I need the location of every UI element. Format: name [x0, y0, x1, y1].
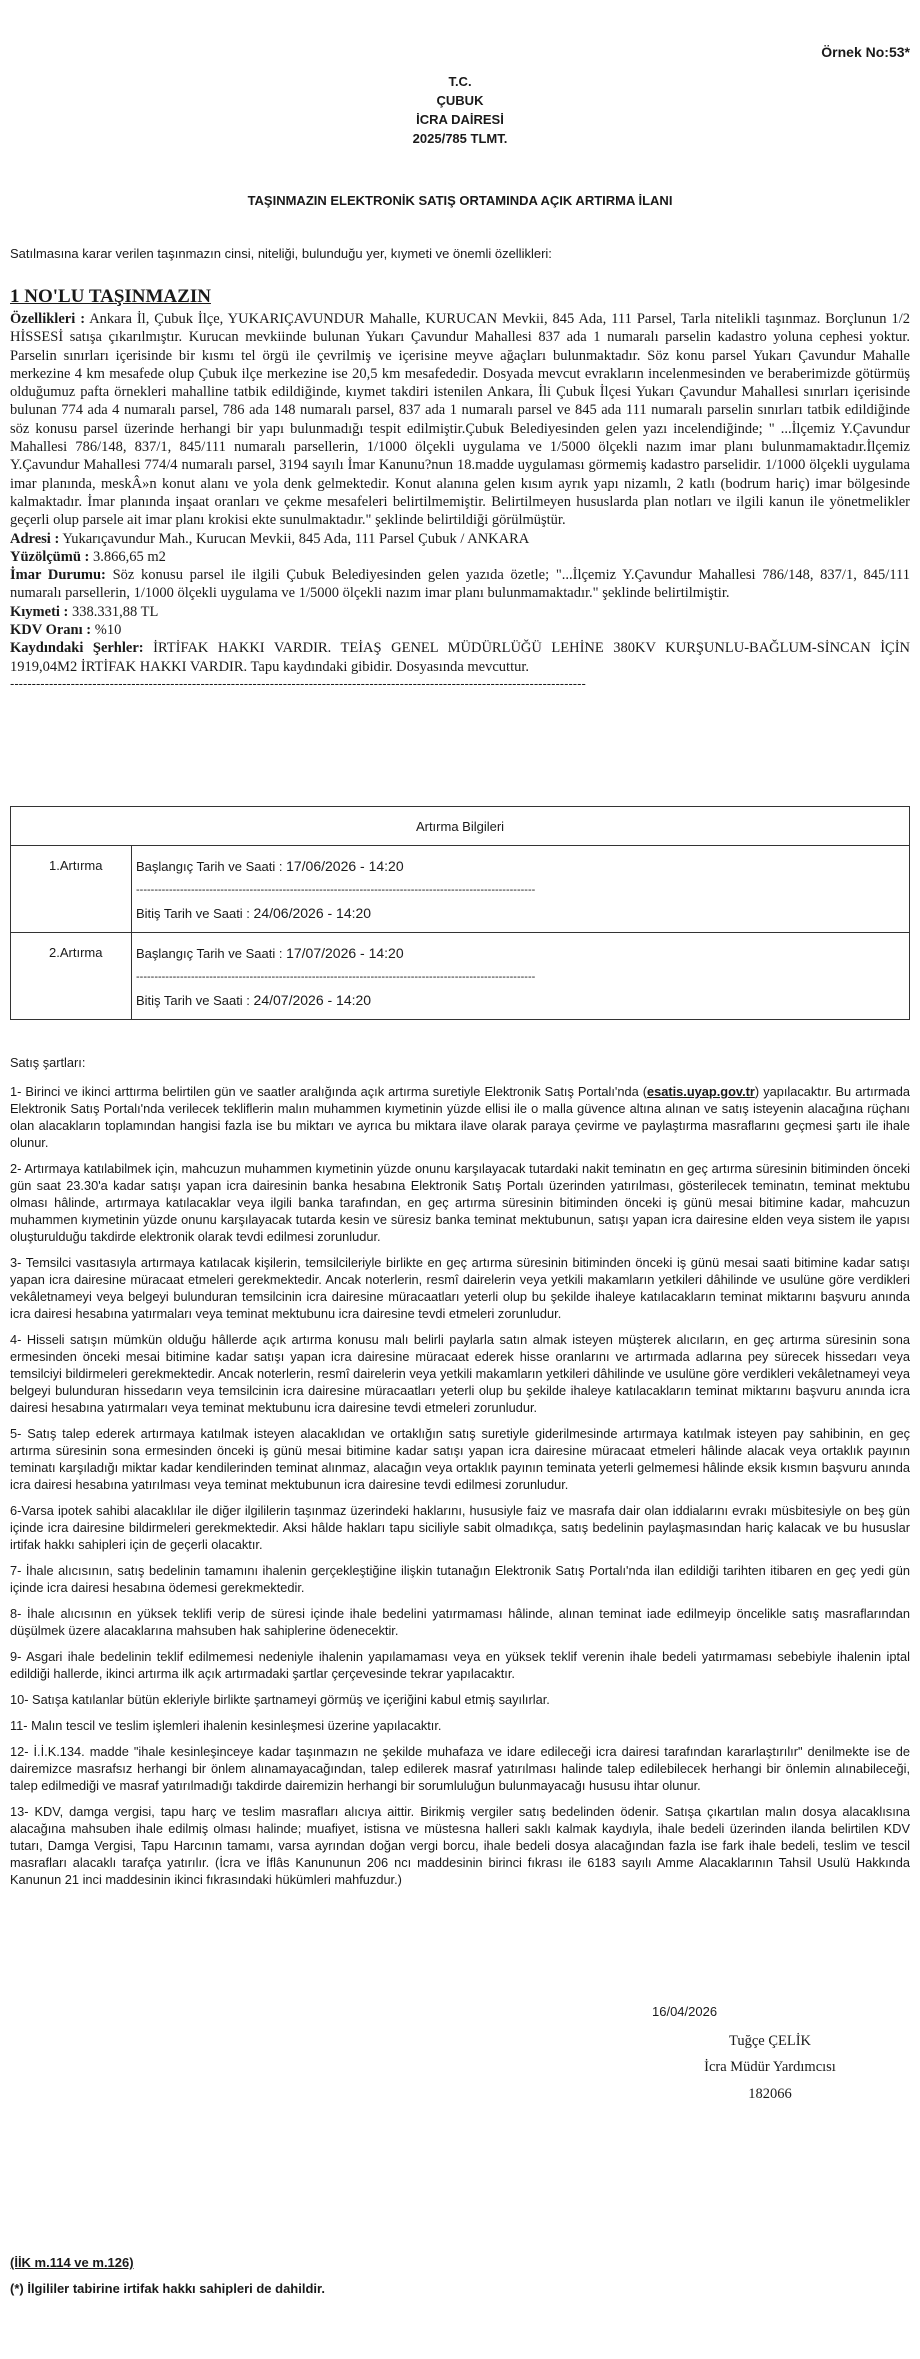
- header-line-office: İCRA DAİRESİ: [416, 112, 504, 127]
- end-datetime: 24/06/2026 - 14:20: [253, 905, 372, 921]
- condition-item: 9- Asgari ihale bedelinin teklif edilmemesi nedeniyle ihalenin yapılamaması veya en yüksek teklif verenin ihale bedeli yatırmaması sebebiyle ihalenin iptal edildiği hallerde, ikinci artırma ilk açık artırmadaki şartlar çerçevesinde tekrar yapılacaktır.: [10, 1649, 910, 1681]
- condition-item: 4- Hisseli satışın mümkün olduğu hâllerde açık artırma konusu malı belirli paylarla satın almak isteyen müşterek alıcıların, en geç artırma süresinin sona ermesinden önceki mesai bitimine kadar satışı yapan icra dairesine müracaat ederek hisse oranlarını ve artırmada adlarına pey sürecek hissedarı veya temsilciyi bildirmeleri gerekmektedir. Ancak noterlerin, resmî dairelerin veya yetkili makamların yetkileri dâhilinde ve usulüne göre verdikleri vekâletnameyi veya belgeyi bulunduran hissedarın veya temsilcinin icra dairesine müracaatları yeterli olup bu şekilde ihaleye katılacakların teminat miktarını başvuru anında icra dairesi hesabına yatırmaları veya teminat mektubunu icra dairesine tevdi etmeleri zorunludur.: [10, 1332, 910, 1415]
- property-section: [10, 286, 910, 692]
- condition-item: 1- Birinci ve ikinci arttırma belirtilen gün ve saatler aralığında açık artırma suretiyle Elektronik Satış Portalı'nda (esatis.uyap.gov.tr) yapılacaktır. Bu artırmada Elektronik Satış Portalı'nda verilecek tekliflerin malın muhammen kıymetinin yüzde ellisi ile o malla güvence altına alınan ve satış isteyenin alacağına rüçhanı olan alacakların toplamından hangisi fazla ise bu miktarı ve ayrıca bu miktara ilave olarak paraya çevirme ve paylaştırma masraflarını geçmesi şartı ile ihale olunur.: [10, 1084, 910, 1150]
- header-line-country: T.C.: [448, 74, 472, 89]
- end-datetime: 24/07/2026 - 14:20: [253, 992, 372, 1008]
- condition-item: 3- Temsilci vasıtasıyla artırmaya katılacak kişilerin, temsilcileriyle birlikte en geç artırma süresinin bitiminden önceki iş günü mesai saati bitimine kadar satışı yapan icra dairesine müracaat etmeleri gerekmektedir. Ancak noterlerin, resmî dairelerin veya yetkili makamların yetkileri dâhilinde ve usulüne göre verdikleri vekâletnameyi veya belgeyi bulunduran temsilcinin icra dairesine müracaatları yeterli olup bu şekilde ihaleye katılacakların teminat miktarını başvuru anında icra dairesi hesabına yatırmaları veya teminat mektubunu icra dairesine tevdi etmeleri zorunludur.: [10, 1255, 910, 1321]
- address-value: Yukarıçavundur Mah., Kurucan Mevkii, 845 Ada, 111 Parsel Çubuk / ANKARA: [62, 530, 530, 547]
- legal-reference: (İİK m.114 ve m.126): [10, 2255, 134, 2270]
- property-separator: -------------------------------------------------------------------------------------------------------------------------------------: [10, 675, 586, 691]
- kdv-value: %10: [94, 622, 122, 639]
- condition-item: 13- KDV, damga vergisi, tapu harç ve teslim masrafları alıcıya aittir. Birikmiş vergiler satış bedelinden ödenir. Satışa çıkartılan malın dosya alacaklısına alacağına mahsuben ihale edilmiş olması halinde; muafiyet, istisna ve müstesna halleri saklı kalmak kaydıyla, ihale bedeli üzerinden ilanda belirtilen KDV tutarı, Damga Vergisi, Tapu Harcının tamamı, varsa ayrından doğan vergi borcu, ihale bedeli dosya alacağından fazla ise fark ihale bedeli, teslim ve tescil masrafları alacaklı tarafça yatırılır. (İcra ve İflâs Kanununun 206 ncı maddesinin birinci fıkrası ile 6183 sayılı Amme Alacaklarının Tahsil Usulü Hakkında Kanunun 21 inci maddesinin ikinci fıkrasındaki hükümleri mahfuzdur.): [10, 1804, 910, 1887]
- footnote: (*) İlgililer tabirine irtifak hakkı sahipleri de dahildir.: [10, 2281, 325, 2296]
- condition-item: 7- İhale alıcısının, satış bedelinin tamamını ihalenin gerçekleştiğine ilişkin tutanağın Elektronik Satış Portalı'nda ilan edildiği tarihten itibaren en geç yedi gün içinde icra dairesi hesabına ödemesi gerekmektedir.: [10, 1563, 910, 1595]
- property-value: [10, 603, 910, 621]
- sale-conditions: [10, 1054, 910, 1897]
- start-label: Başlangıç Tarih ve Saati :: [136, 859, 283, 874]
- condition-item: 12- İ.İ.K.134. madde "ihale kesinleşinceye kadar taşınmazın ne şekilde muhafaza ve idare edileceği icra dairesi tarafından kararlaştırılır" denilmekte ise de dairemizce masrafsız herhangi bir önlem alınamayacağından, talep edilerek masraf yatırılması halinde talep edilebilecek herhangi bir önlemin alınabileceği, talep edilmediği ve masraf yatırılmadığı takdirde dairemizin herhangi bir sorumluluğun bulunmayacağı hususu ihtar olunur.: [10, 1744, 910, 1793]
- auction-row: [11, 933, 910, 1020]
- value-amount: 338.331,88 TL: [72, 603, 159, 620]
- property-zoning: [10, 566, 910, 603]
- zoning-label: İmar Durumu:: [10, 567, 106, 584]
- property-address: [10, 530, 910, 548]
- condition-item: 5- Satış talep ederek artırmaya katılmak isteyen alacaklıdan ve ortaklığın satış suretiyle giderilmesinde artırmaya katılmak isteyen pay sahibinin, en geç artırma süresinin sona ermesinden önceki iş günü mesai bitimine kadar satışı yapan icra dairesine müracaat etmeleri hâlinde alacak veya ortaklık payının teminatı karşıladığı miktar kadar kendilerinden teminat alınmaz, alacağın veya ortaklık payının teminata yeterli gelmemesi hâlinde eksik kısmın başvuru anında icra dairesi hesabına yatırılması veya teminat mektubunun icra dairesine tevdi edilmesi zorunludur.: [10, 1426, 910, 1492]
- start-label: Başlangıç Tarih ve Saati :: [136, 946, 283, 961]
- auction-separator: -------------------------------------------------------------------------------------------------------------: [136, 884, 536, 896]
- property-kdv: [10, 621, 910, 639]
- area-value: 3.866,65 m2: [92, 548, 166, 565]
- condition-item: 2- Artırmaya katılabilmek için, mahcuzun muhammen kıymetinin yüzde onunu karşılayacak tutardaki nakit teminatın en geç artırma süresinin bitiminden önceki gün saat 23.30'a kadar satışı yapan icra dairesinin banka hesabına Elektronik Satış Portalı üzerinden yatırılması, gösterilecek teminatın, teminat mektubu olması hâlinde, artırmaya katılacaklar veya ilgili banka tarafından, en geç artırma süresinin bitiminden önceki iş günü mesai bitimine kadar, mahcuzun muhammen kıymetinin yüzde onunu karşılayacak tutarda kesin ve süresiz banka teminat mektubunun, satışı yapan icra dairesine elden veya sistem ile yapısı oluşturulduğu takdirde elektronik olarak tevdi edilmesi zorunludur.: [10, 1161, 910, 1244]
- auction-table: [10, 806, 910, 1020]
- property-heading: 1 NO'LU TAŞINMAZIN: [10, 286, 211, 307]
- property-features: [10, 310, 910, 530]
- signatory-code: 182066: [748, 2086, 792, 2102]
- document-title: TAŞINMAZIN ELEKTRONİK SATIŞ ORTAMINDA AÇIK ARTIRMA İLANI: [247, 193, 673, 208]
- kdv-label: KDV Oranı :: [10, 622, 92, 639]
- signatory-title: İcra Müdür Yardımcısı: [704, 2059, 836, 2075]
- signatory-name: Tuğçe ÇELİK: [728, 2033, 812, 2049]
- features-text: Ankara İl, Çubuk İlçe, YUKARIÇAVUNDUR Mahalle, KURUCAN Mevkii, 845 Ada, 111 Parsel, Tarla nitelikli taşınmaz. Borçlunun 1/2 HİSSESİ satışa çıkarılmıştır. Kurucan mevkiinde bulunan Yukarı Çavundur Mahallesi 837 ada 1 numaralı parselin kadastro yoluna cephesi yoktur. Parselin sınırları içerisinde bir kısmı tel örgü ile çevrilmiş ve içerisine meyve ağaçları bulunmaktadır. Söz konu parsel Yukarı Çavundur Mahalle merkezine 4 km mesafede olup Çubuk ilçe merkezine ise 20,5 km mesafededir. Dosyada mevcut evrakların incelenmesinden ve beraberimizde götürmüş olduğumuz pafta örnekleri mahalline tatbik edildiğinde, kıymet takdiri istenilen Ankara, İli Çubuk İlçesi Yukarı Çavundur Mahallesi sınırları içerisinde bulunan 774 ada 4 numaralı parsel, 786 ada 148 numaralı parsel, 837 ada 1 numaralı parsel ve 845 ada 111 numaralı parselin sınırları tatbik edildiğinde söz konusu parsel üzerinde herhangi bir yapı bulunmadığı tespit edilmiştir.Çubuk Belediyesinden gelen yazı incelendiğinde; " ...İlçemiz Y.Çavundur Mahallesi 786/148, 837/1, 845/111 numaralı parsellerin, 1/1000 ölçekli uygulama ve 1/5000 ölçekli nazım imar planı bulunmamaktadır.İlçemiz Y.Çavundur Mahallesi 774/4 numaralı parsel, 3194 sayılı İmar Kanunu?nun 18.madde uygulaması görmemiş kadastro parselidir. 1/1000 ölçekli uygulama imar planında, meskÂ»n konut alanı ve yola denk gelmektedir. Konut alanına gelen kısım ayrık yapı nizamlı, 2 katlı (bodrum hariç) imar bölgesinde kalmaktadır. İmar planında inşaat oranları ve çekme mesafeleri belirtilmemiştir. Belirtilmeyen hususlarda plan notları ve ilgili kanun ile yönetmelikler geçerli olup parsele ait imar planı krokisi ekte sunulmaktadır." şeklinde belirtildiği görülmüştür.: [10, 311, 911, 529]
- start-datetime: 17/06/2026 - 14:20: [286, 858, 404, 874]
- property-records: [10, 639, 910, 676]
- conditions-heading: Satış şartları:: [10, 1055, 86, 1070]
- auction-separator: -------------------------------------------------------------------------------------------------------------: [136, 971, 536, 983]
- header-line-district: ÇUBUK: [436, 93, 484, 108]
- auction-round-label: 1.Artırma: [11, 846, 132, 933]
- condition-item: 11- Malın tescil ve teslim işlemleri ihalenin kesinleşmesi üzerine yapılacaktır.: [10, 1718, 442, 1733]
- end-label: Bitiş Tarih ve Saati :: [136, 993, 250, 1008]
- condition-item: 6-Varsa ipotek sahibi alacaklılar ile diğer ilgililerin taşınmaz üzerindeki haklarını, hususiyle faiz ve masrafa dair olan iddialarını evrakı müsbitesiyle on beş gün içinde icra dairesine bildirmeleri gerekmektedir. Aksi hâlde hakları tapu siciliyle sabit olmadıkça, satış bedelinin paylaşmasından hariç kalacak ve bu hususlar irtifak hakkı sahipleri için de geçerli olacaktır.: [10, 1503, 910, 1552]
- value-label: Kıymeti :: [10, 603, 69, 620]
- address-label: Adresi :: [10, 530, 60, 547]
- intro-text: Satılmasına karar verilen taşınmazın cinsi, niteliği, bulunduğu yer, kıymeti ve önemli özellikleri:: [10, 246, 552, 261]
- features-label: Özellikleri :: [10, 311, 86, 327]
- auction-row: [11, 846, 910, 933]
- zoning-value: Söz konusu parsel ile ilgili Çubuk Belediyesinden gelen yazıda özetle; "...İlçemiz Y.Çavundur Mahallesi 786/148, 837/1, 845/111 numaralı parsellerin, 1/1000 ölçekli uygulama ve 1/5000 ölçekli nazım imar planı bulunmamaktadır." şeklinde belirtilmiştir.: [10, 567, 910, 602]
- property-area: [10, 548, 910, 566]
- condition-item: 8- İhale alıcısının en yüksek teklifi verip de süresi içinde ihale bedelini yatırmaması hâlinde, alınan teminat iade edilmeyip öncelikle satış masraflarından düşülmek üzere alacaklarına mahsuben hak sahiplerine ödenecektir.: [10, 1606, 910, 1638]
- office-header: [0, 72, 920, 148]
- records-label: Kaydındaki Şerhler:: [10, 640, 144, 657]
- start-datetime: 17/07/2026 - 14:20: [286, 945, 404, 961]
- area-label: Yüzölçümü :: [10, 548, 90, 565]
- esatis-link[interactable]: esatis.uyap.gov.tr: [647, 1084, 755, 1099]
- condition-item: 10- Satışa katılanlar bütün ekleriyle birlikte şartnameyi görmüş ve içeriğini kabul etmiş sayılırlar.: [10, 1692, 550, 1707]
- header-line-file-number: 2025/785 TLMT.: [412, 131, 508, 146]
- signature-date: 16/04/2026: [652, 2004, 718, 2019]
- end-label: Bitiş Tarih ve Saati :: [136, 906, 250, 921]
- records-value: İRTİFAK HAKKI VARDIR. TEİAŞ GENEL MÜDÜRLÜĞÜ LEHİNE 380KV KURŞUNLU-BAĞLUM-SİNCAN İÇİN 1919,04M2 İRTİFAK HAKKI VARDIR. Tapu kaydındaki gibidir. Dosyasında mevcuttur.: [10, 640, 910, 675]
- auction-round-label: 2.Artırma: [11, 933, 132, 1020]
- auction-heading: Artırma Bilgileri: [11, 807, 910, 846]
- sample-number: Örnek No:53*: [821, 44, 910, 60]
